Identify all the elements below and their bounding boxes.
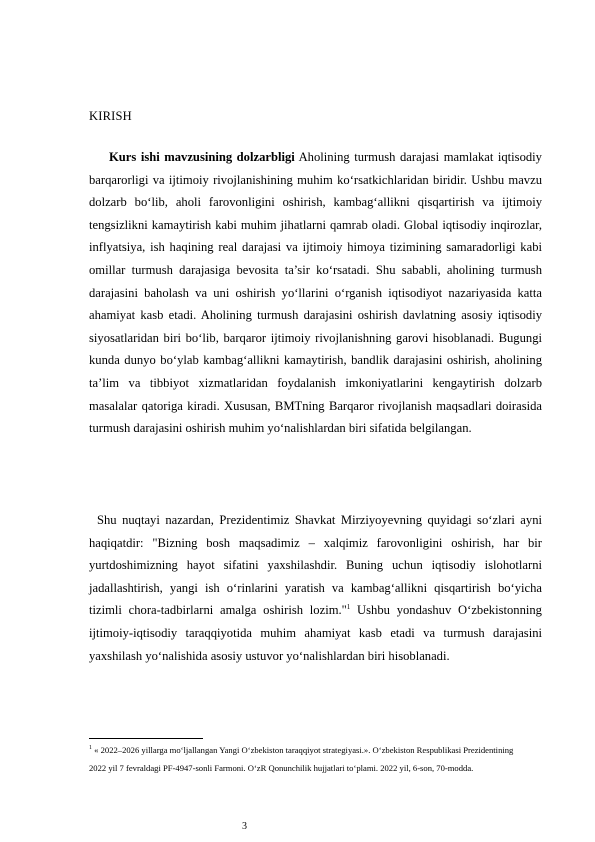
- footnote-text: « 2022–2026 yillarga mo‘ljallangan Yangi O‘zbekiston taraqqiyot strategiyasi.». O‘zbekiston Respublikasi Prezidentining 2022 yil 7 fevraldagi PF-4947-sonli Farmoni. O‘zR Qonunchilik hujjatlari to‘plami. 2022 yil, 6-son, 70-modda.: [89, 745, 514, 773]
- paragraph-relevance: [89, 146, 542, 440]
- paragraph-lead: Kurs ishi mavzusining dolzarbligi: [109, 150, 295, 164]
- paragraph-body: Aholining turmush darajasi mamlakat iqtisodiy barqarorligi va ijtimoiy rivojlanishining muhim ko‘rsatkichlaridan biridir. Ushbu mavzu dolzarb bo‘lib, aholi farovonligini oshirish, kambag‘allikni qisqartirish va ijtimoiy tengsizlikni kamaytirish kabi muhim jihatlarni qamrab oladi. Global iqtisodiy inqirozlar, inflyatsiya, ish haqining real darajasi va ijtimoiy himoya tizimining samaradorligi kabi omillar turmush darajasiga bevosita ta’sir ko‘rsatadi. Shu sababli, aholining turmush darajasini baholash va uni oshirish yo‘llarini o‘rganish iqtisodiyot nazariyasida katta ahamiyat kasb etadi. Aholining turmush darajasini oshirish davlatning asosiy iqtisodiy siyosatlaridan biri bo‘lib, barqaror ijtimoiy rivojlanishning garovi hisoblanadi. Bugungi kunda dunyo bo‘ylab kambag‘allikni kamaytirish, bandlik darajasini oshirish, aholining ta’lim va tibbiyot xizmatlaridan foydalanish imkoniyatlarini kengaytirish dolzarb masalalar qatoriga kiradi. Xususan, BMTning Barqaror rivojlanish maqsadlari doirasida turmush darajasini oshirish muhim yo‘nalishlardan biri sifatida belgilangan.: [89, 150, 542, 436]
- paragraph-quote: [89, 509, 542, 667]
- quote-text: Shu nuqtayi nazardan, Prezidentimiz Shavkat Mirziyoyevning quyidagi so‘zlari ayni haqiqatdir: "Bizning bosh maqsadimiz – xalqimiz farovonligini oshirish, har bir yurtdoshimizning hayot sifatini yaxshilashdir. Buning uchun iqtisodiy islohotlarni jadallashtirish, yangi ish o‘rinlarini yaratish va kambag‘allikni qisqartirish bo‘yicha tizimli chora-tadbirlarni amalga oshirish lozim.": [89, 513, 542, 618]
- quote-followup: Ushbu yondashuv O‘zbekistonning ijtimoiy-iqtisodiy taraqqiyotida muhim ahamiyat kasb etadi va turmush darajasini yaxshilash yo‘nalishida asosiy ustuvor yo‘nalishlardan biri hisoblanadi.: [89, 603, 542, 663]
- footnote-mark: 1: [89, 745, 92, 752]
- footnote-reference[interactable]: 1: [346, 603, 351, 612]
- page-number: 3: [242, 821, 247, 832]
- section-heading: KIRISH: [89, 109, 132, 123]
- footnote-separator: [89, 738, 203, 739]
- footnote: [89, 741, 519, 777]
